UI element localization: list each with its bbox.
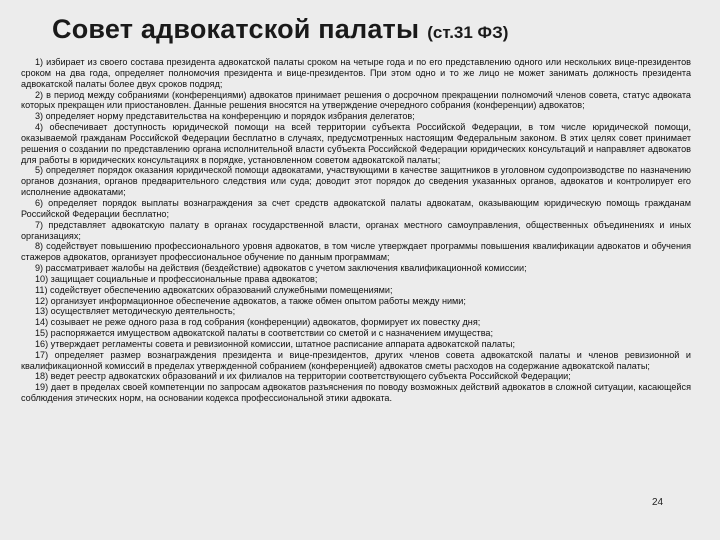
list-item: 14) созывает не реже одного раза в год собрания (конференции) адвокатов, формирует их повестку дня; (35, 317, 481, 328)
list-item: 15) распоряжается имуществом адвокатской палаты в соответствии со сметой и с назначением имущества; (35, 328, 494, 339)
list-item: 3) определяет норму представительства на конференцию и порядок избрания делегатов; (35, 111, 415, 122)
list-item: 9) рассматривает жалобы на действия (бездействие) адвокатов с учетом заключения квалификационной комиссии; (35, 263, 527, 274)
list-item: 8) содействует повышению профессионального уровня адвокатов, в том числе утверждает программы повышения квалификации адвокатов и обучения стажеров адвокатов, организует профессиональное обучение по данным программам; (21, 241, 691, 263)
list-item: 1) избирает из своего состава президента адвокатской палаты сроком на четыре года и по его представлению одного или нескольких вице-президентов сроком на два года, определяет полномочия президента и вице-президентов. При этом одно и то же лицо не может занимать должность президента адвокатской палаты более двух сроков подряд; (21, 57, 691, 89)
powers-list (21, 57, 691, 404)
list-item: 18) ведет реестр адвокатских образований и их филиалов на территории соответствующего субъекта Российской Федерации; (35, 371, 571, 382)
list-item: 10) защищает социальные и профессиональные права адвокатов; (35, 273, 318, 284)
list-item: 16) утверждает регламенты совета и ревизионной комиссии, штатное расписание аппарата адвокатской палаты; (35, 338, 515, 349)
list-item: 2) в период между собраниями (конференциями) адвокатов принимает решения о досрочном прекращении полномочий членов совета, статус адвоката которых прекращен или приостановлен. Данные решения вносятся на утверждение очередного собрания (конференции) адвокатов; (21, 89, 691, 111)
list-item: 12) организует информационное обеспечение адвокатов, а также обмен опытом работы между ними; (35, 295, 466, 306)
list-item: 11) содействует обеспечению адвокатских образований служебными помещениями; (35, 284, 393, 295)
list-item: 13) осуществляет методическую деятельность; (35, 306, 236, 317)
title-main: Совет адвокатской палаты (52, 14, 420, 44)
list-item: 5) определяет порядок оказания юридической помощи адвокатами, участвующими в качестве защитников в уголовном судопроизводстве по назначению органов дознания, органов предварительного следствия или суда; доводит этот порядок до сведения указанных органов, адвокатов и контролирует его исполнение адвокатами; (21, 165, 691, 198)
list-item: 19) дает в пределах своей компетенции по запросам адвокатов разъяснения по поводу возможных действий адвокатов в сложной ситуации, касающейся соблюдения этических норм, на основании кодекса профессиональной этики адвоката. (21, 382, 691, 404)
list-item: 4) обеспечивает доступность юридической помощи на всей территории субъекта Российской Федерации, в том числе юридической помощи, оказываемой гражданам Российской Федерации бесплатно в случаях, предусмотренных настоящим Федеральным законом. В этих целях совет принимает решения о создании по представлению органа исполнительной власти субъекта Российской Федерации юридических консультаций и направляет адвокатов для работы в юридических консультациях в порядке, установленном советом адвокатской палаты; (21, 122, 691, 165)
list-item: 6) определяет порядок выплаты вознаграждения за счет средств адвокатской палаты адвокатам, оказывающим юридическую помощь гражданам Российской Федерации бесплатно; (21, 197, 691, 219)
slide-title (52, 14, 508, 45)
page-number: 24 (652, 497, 664, 508)
list-item: 17) определяет размер вознаграждения президента и вице-президентов, других членов совета адвокатской палаты и членов ревизионной и квалификационной комиссий в пределах утвержденной собранием (конференцией) адвокатов сметы расходов на содержание адвокатской палаты; (21, 349, 691, 371)
list-item: 7) представляет адвокатскую палату в органах государственной власти, органах местного самоуправления, общественных объединениях и иных организациях; (21, 219, 691, 241)
title-article-ref: (ст.31 ФЗ) (427, 23, 509, 42)
